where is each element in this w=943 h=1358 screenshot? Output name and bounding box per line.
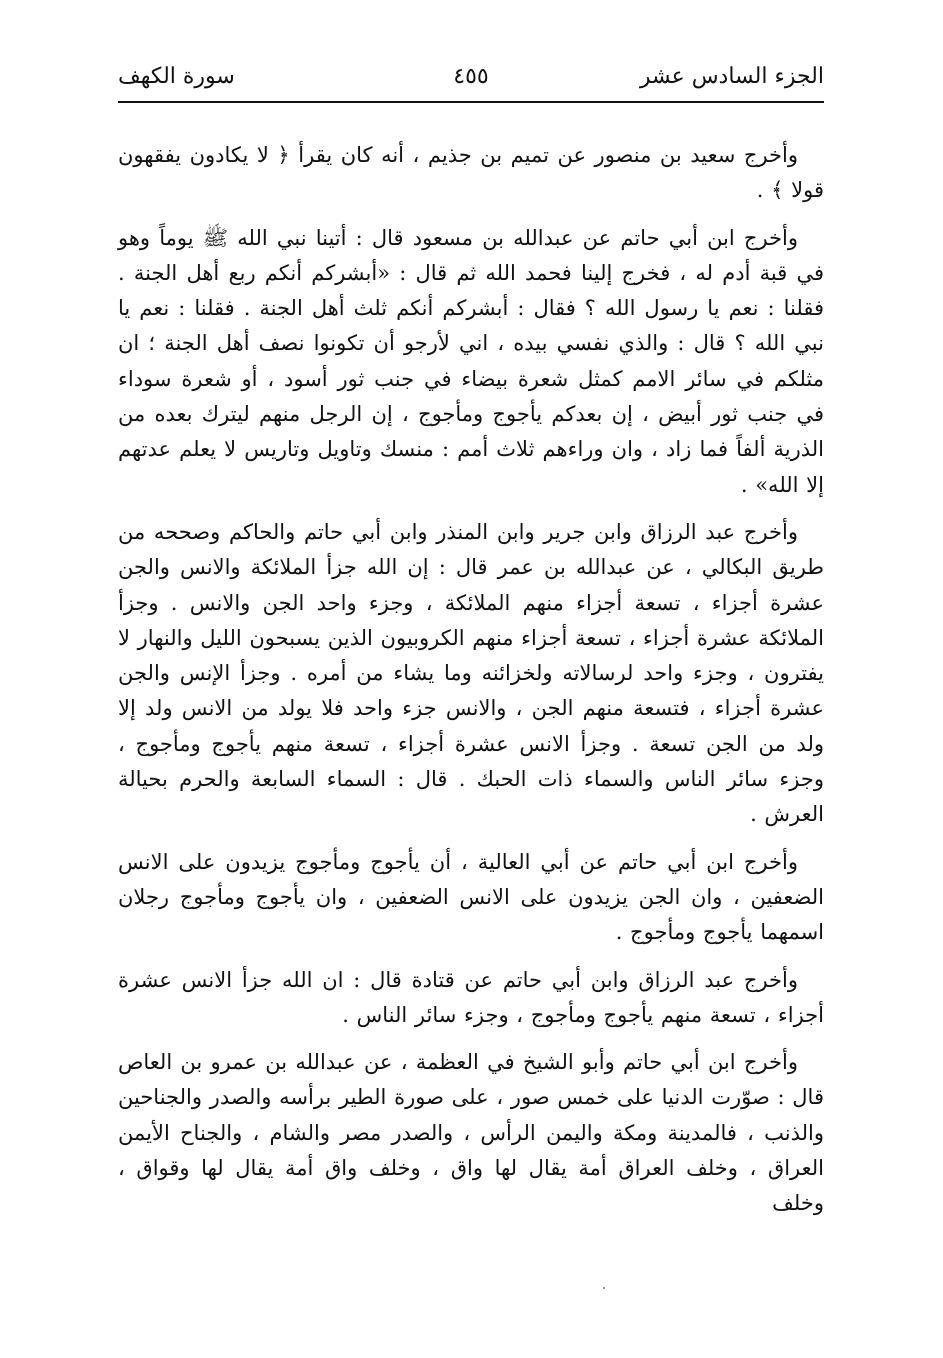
surah-label: سورة الكهف <box>118 64 235 89</box>
paragraph-4: وأخرج ابن أبي حاتم عن أبي العالية ، أن يأجوج ومأجوج يزيدون على الانس الضعفين ، وان الجن يزيدون على الانس الضعفين ، وان يأجوج ومأجوج رجلان اسمهما يأجوج ومأجوج . <box>118 849 824 945</box>
juz-label: الجزء السادس عشر <box>639 64 824 89</box>
paragraph-3: وأخرج عبد الرزاق وابن جرير وابن المنذر وابن أبي حاتم والحاكم وصححه من طريق البكالي ، عن عبدالله بن عمر قال : إن الله جزأ الملائكة والانس والجن عشرة أجزاء ، تسعة أجزاء منهم الملائكة ، وجزء واحد الجن والانس . وجزأ الملائكة عشرة أجزاء ، تسعة أجزاء منهم الكروبيون الذين يسبحون الليل والنهار لا يفترون ، وجزء واحد لرسالاته ولخزائنه وما يشاء من أمره . وجزأ الإنس والجن عشرة أجزاء ، فتسعة منهم الجن ، والانس جزء واحد فلا يولد من الانس ولد إلا ولد من الجن تسعة . وجزأ الانس عشرة أجزاء ، تسعة منهم يأجوج ومأجوج ، وجزء سائر الناس والسماء ذات الحبك . قال : السماء السابعة والحرم بحيالة العرش . <box>118 519 824 827</box>
paragraph-1: وأخرج سعيد بن منصور عن تميم بن جذيم ، أنه كان يقرأ ﴿ لا يكادون يفقهون قولا ﴾ . <box>118 143 824 203</box>
page-body <box>118 138 824 1234</box>
paragraph-6: وأخرج ابن أبي حاتم وأبو الشيخ في العظمة ، عن عبدالله بن عمرو بن العاص قال : صوّرت الدنيا على خمس صور ، على صورة الطير برأسه والصدر والجناحين والذنب ، فالمدينة ومكة واليمن الرأس ، والصدر مصر والشام ، والجناح الأيمن العراق ، وخلف العراق أمة يقال لها واق ، وخلف واق أمة يقال لها وقواق ، وخلف <box>118 1050 824 1216</box>
paragraph-2: وأخرج ابن أبي حاتم عن عبدالله بن مسعود قال : أتينا نبي الله ﷺ يوماً وهو في قبة أدم له ، فخرج إلينا فحمد الله ثم قال : «أبشركم أنكم ربع أهل الجنة . فقلنا : نعم يا رسول الله ؟ فقال : أبشركم أنكم ثلث أهل الجنة . فقلنا : نعم يا نبي الله ؟ قال : والذي نفسي بيده ، اني لأرجو أن تكونوا نصف أهل الجنة ؛ ان مثلكم في سائر الامم كمثل شعرة بيضاء في جنب ثور أسود ، أو شعرة سوداء في جنب ثور أبيض ، إن بعدكم يأجوج ومأجوج ، إن الرجل منهم ليترك بعده من الذرية ألفاً فما زاد ، وان وراءهم ثلاث أمم : منسك وتاويل وتاريس لا يعلم عدتهم إلا الله» . <box>118 225 824 497</box>
header-divider <box>118 101 824 103</box>
paragraph-5: وأخرج عبد الرزاق وابن أبي حاتم عن قتادة قال : ان الله جزأ الانس عشرة أجزاء ، تسعة منهم يأجوج ومأجوج ، وجزء سائر الناس . <box>118 967 824 1027</box>
scan-speck <box>603 1287 605 1289</box>
page-header <box>118 58 824 98</box>
page-number: ٤٥٥ <box>453 64 489 89</box>
